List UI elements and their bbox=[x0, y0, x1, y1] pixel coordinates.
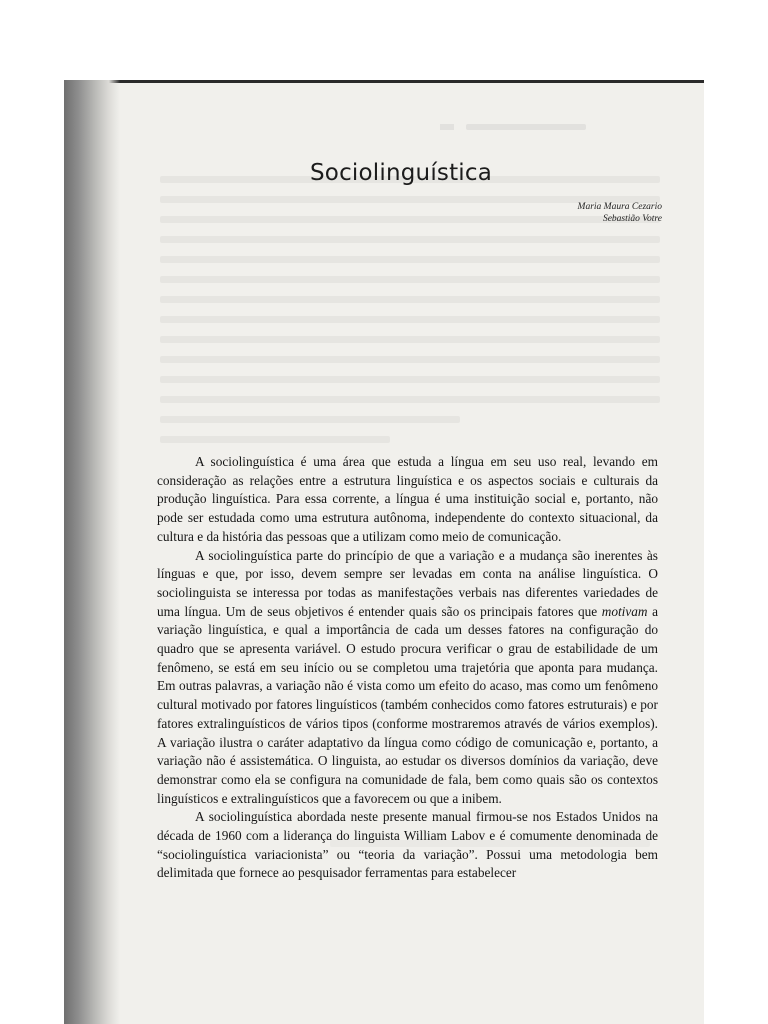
paragraph-text: A sociolinguística parte do princípio de que a variação e a mudança são inerentes às línguas e que, por isso, devem sempre ser levadas em conta na análise linguística. O sociolinguista se interessa por todas as manifestações verbais nas diferentes variedades de uma língua. Um de seus objetivos é entender quais são os principais fatores que bbox=[157, 547, 658, 619]
paragraph: A sociolinguística abordada neste presente manual firmou-se nos Estados Unidos na década de 1960 com a liderança do linguista William Labov e é comumente denominada de “sociolinguística variacionista” ou “teoria da variação”. Possui uma metodologia bem delimitada que fornece ao pesquisador ferramentas para estabelecer bbox=[157, 809, 658, 881]
chapter-title: Sociolinguística bbox=[310, 160, 493, 186]
bleed-through-line bbox=[160, 396, 660, 403]
paragraph bbox=[157, 547, 658, 809]
body-text bbox=[157, 453, 658, 883]
book-spine-shadow bbox=[64, 80, 120, 1024]
bleed-through-line bbox=[160, 276, 660, 283]
author-name: Maria Maura Cezario bbox=[577, 202, 662, 212]
bleed-through-line bbox=[160, 316, 660, 323]
bleed-through-line bbox=[160, 236, 660, 243]
bleed-through-line bbox=[160, 436, 390, 443]
author-list bbox=[578, 201, 662, 225]
bleed-through-running-header bbox=[466, 124, 586, 130]
paragraph: A sociolinguística é uma área que estuda a língua em seu uso real, levando em consideração as relações entre a estrutura linguística e os aspectos sociais e culturais da produção linguística. Para essa corrente, a língua é uma instituição social e, portanto, não pode ser estudada como uma estrutura autônoma, independente do contexto situacional, da cultura e da história das pessoas que a utilizam como meio de comunicação. bbox=[157, 454, 658, 544]
author-name: Sebastião Votre bbox=[602, 214, 662, 224]
bleed-through-line bbox=[160, 256, 660, 263]
bleed-through-line bbox=[160, 336, 660, 343]
bleed-through-page-number bbox=[440, 124, 454, 130]
bleed-through-line bbox=[160, 296, 660, 303]
bleed-through-line bbox=[160, 376, 660, 383]
emphasized-word: motivam bbox=[601, 603, 648, 619]
bleed-through-line bbox=[160, 416, 460, 423]
paragraph-text: a variação linguística, e qual a importância de cada um desses fatores na configuração do quadro que se apresenta variável. O estudo procura verificar o grau de estabilidade de um fenômeno, se está em seu início ou se completou uma trajetória que aponta para mudança. Em outras palavras, a variação não é vista como um efeito do acaso, mas como um fenômeno cultural motivado por fatores linguísticos (também conhecidos como fatores estruturais) e por fatores extralinguísticos de vários tipos (conforme mostraremos através de vários exemplos). A variação ilustra o caráter adaptativo da língua como código de comunicação e, portanto, a variação não é assistemática. O linguista, ao estudar os diversos domínios da variação, deve demonstrar como ela se configura na comunidade de fala, bem como quais são os contextos linguísticos e extralinguísticos que a favorecem ou que a inibem. bbox=[157, 603, 658, 806]
bleed-through-line bbox=[160, 356, 660, 363]
